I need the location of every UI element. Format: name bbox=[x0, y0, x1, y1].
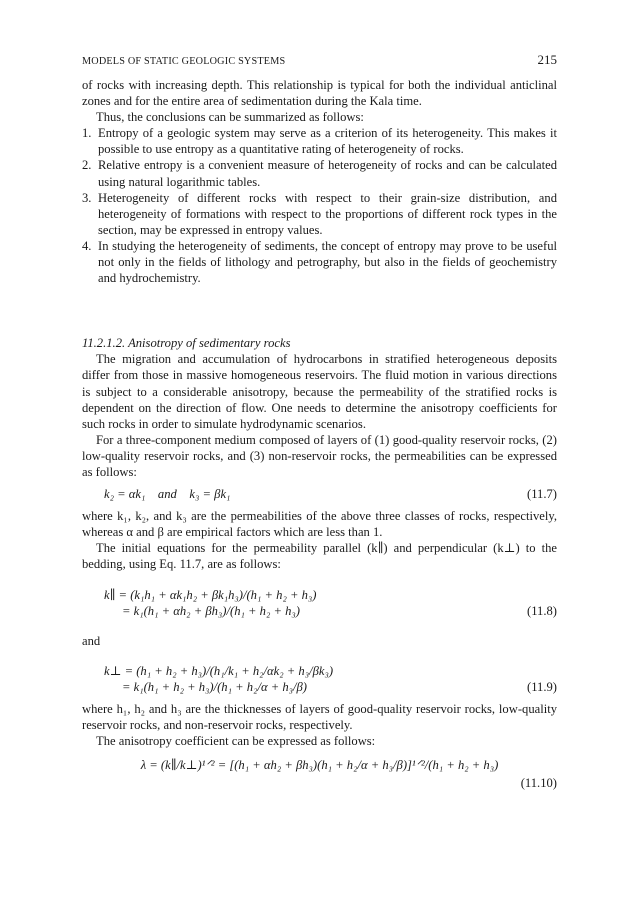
equation-number: (11.10) bbox=[520, 776, 557, 791]
paragraph: Thus, the conclusions can be summarized as follows: bbox=[96, 110, 364, 125]
equation-11-8-line1: k∥ = (k₁h₁ + αk₁h₂ + βk₁h₃)/(h₁ + h₂ + h₃) bbox=[104, 587, 317, 602]
running-title: MODELS OF STATIC GEOLOGIC SYSTEMS bbox=[82, 56, 286, 67]
paragraph: of rocks with increasing depth. This relationship is typical for both the individual anticlinal zones and for the entire area of sedimentation during the Kala time. bbox=[82, 78, 557, 109]
equation-11-10: λ = (k∥/k⊥)¹ᐟ² = [(h₁ + αh₂ + βh₃)(h₁ + h₂/α + h₃/β)]¹ᐟ²/(h₁ + h₂ + h₃) bbox=[140, 758, 499, 773]
equation-11-8-line2: = k₁(h₁ + αh₂ + βh₃)/(h₁ + h₂ + h₃) (11.8) bbox=[122, 603, 557, 618]
paragraph: The initial equations for the permeability parallel (k∥) and perpendicular (k⊥) to the bedding, using Eq. 11.7, are as follows: bbox=[82, 541, 557, 572]
equation-11-7: k₂ = αk₁ and k₃ = βk₁ (11.7) bbox=[104, 487, 557, 502]
paragraph: and bbox=[82, 633, 101, 648]
paragraph: The anisotropy coefficient can be expressed as follows: bbox=[96, 734, 376, 749]
list-item: 4. In studying the heterogeneity of sediments, the concept of entropy may prove to be useful not only in the fields of lithology and petrography, but also in the fields of geochemistry and hydrochemistry. bbox=[82, 238, 557, 286]
paragraph: The migration and accumulation of hydrocarbons in stratified heterogeneous deposits differ from those in massive homogeneous reservoirs. The fluid motion in various directions is subject to a considerable anisotropy, because the permeability of the stratified rocks is dependent on the direction of flow. One needs to determine the anisotropy coefficients for such rocks in order to simulate hydrodynamic scenarios. bbox=[82, 352, 557, 431]
page-body bbox=[82, 77, 557, 791]
paragraph: For a three-component medium composed of layers of (1) good-quality reservoir rocks, (2) low-quality reservoir rocks, and (3) non-reservoir rocks, the permeabilities can be expressed as follows: bbox=[82, 432, 557, 479]
paragraph: where h₁, h₂ and h₃ are the thicknesses of layers of good-quality reservoir rocks, low-quality reservoir rocks, and non-reservoir rocks, respectively. bbox=[82, 702, 557, 733]
equation-11-9-line1: k⊥ = (h₁ + h₂ + h₃)/(h₁/k₁ + h₂/αk₂ + h₃/βk₃) bbox=[104, 663, 334, 678]
paragraph: where k₁, k₂, and k₃ are the permeabilities of the above three classes of rocks, respectively, whereas α and β are empirical factors which are less than 1. bbox=[82, 509, 557, 540]
conclusions-list bbox=[82, 125, 557, 286]
section-heading: 11.2.1.2. Anisotropy of sedimentary rocks bbox=[82, 336, 291, 351]
equation-11-9-line2: = k₁(h₁ + h₂ + h₃)/(h₁ + h₂/α + h₃/β) (11.9) bbox=[122, 679, 557, 694]
list-item: 3. Heterogeneity of different rocks with respect to their grain-size distribution, and heterogeneity of formations with respect to the proportions of different rock types in the section, may be expressed in entropy values. bbox=[82, 190, 557, 237]
page-header bbox=[82, 52, 557, 70]
list-item: 1. Entropy of a geologic system may serve as a criterion of its heterogeneity. This makes it possible to use entropy as a quantitative rating of heterogeneity of rocks. bbox=[82, 126, 557, 157]
list-item: 2. Relative entropy is a convenient measure of heterogeneity of rocks and can be calculated using natural logarithmic tables. bbox=[82, 158, 557, 189]
page-number: 215 bbox=[537, 52, 557, 67]
